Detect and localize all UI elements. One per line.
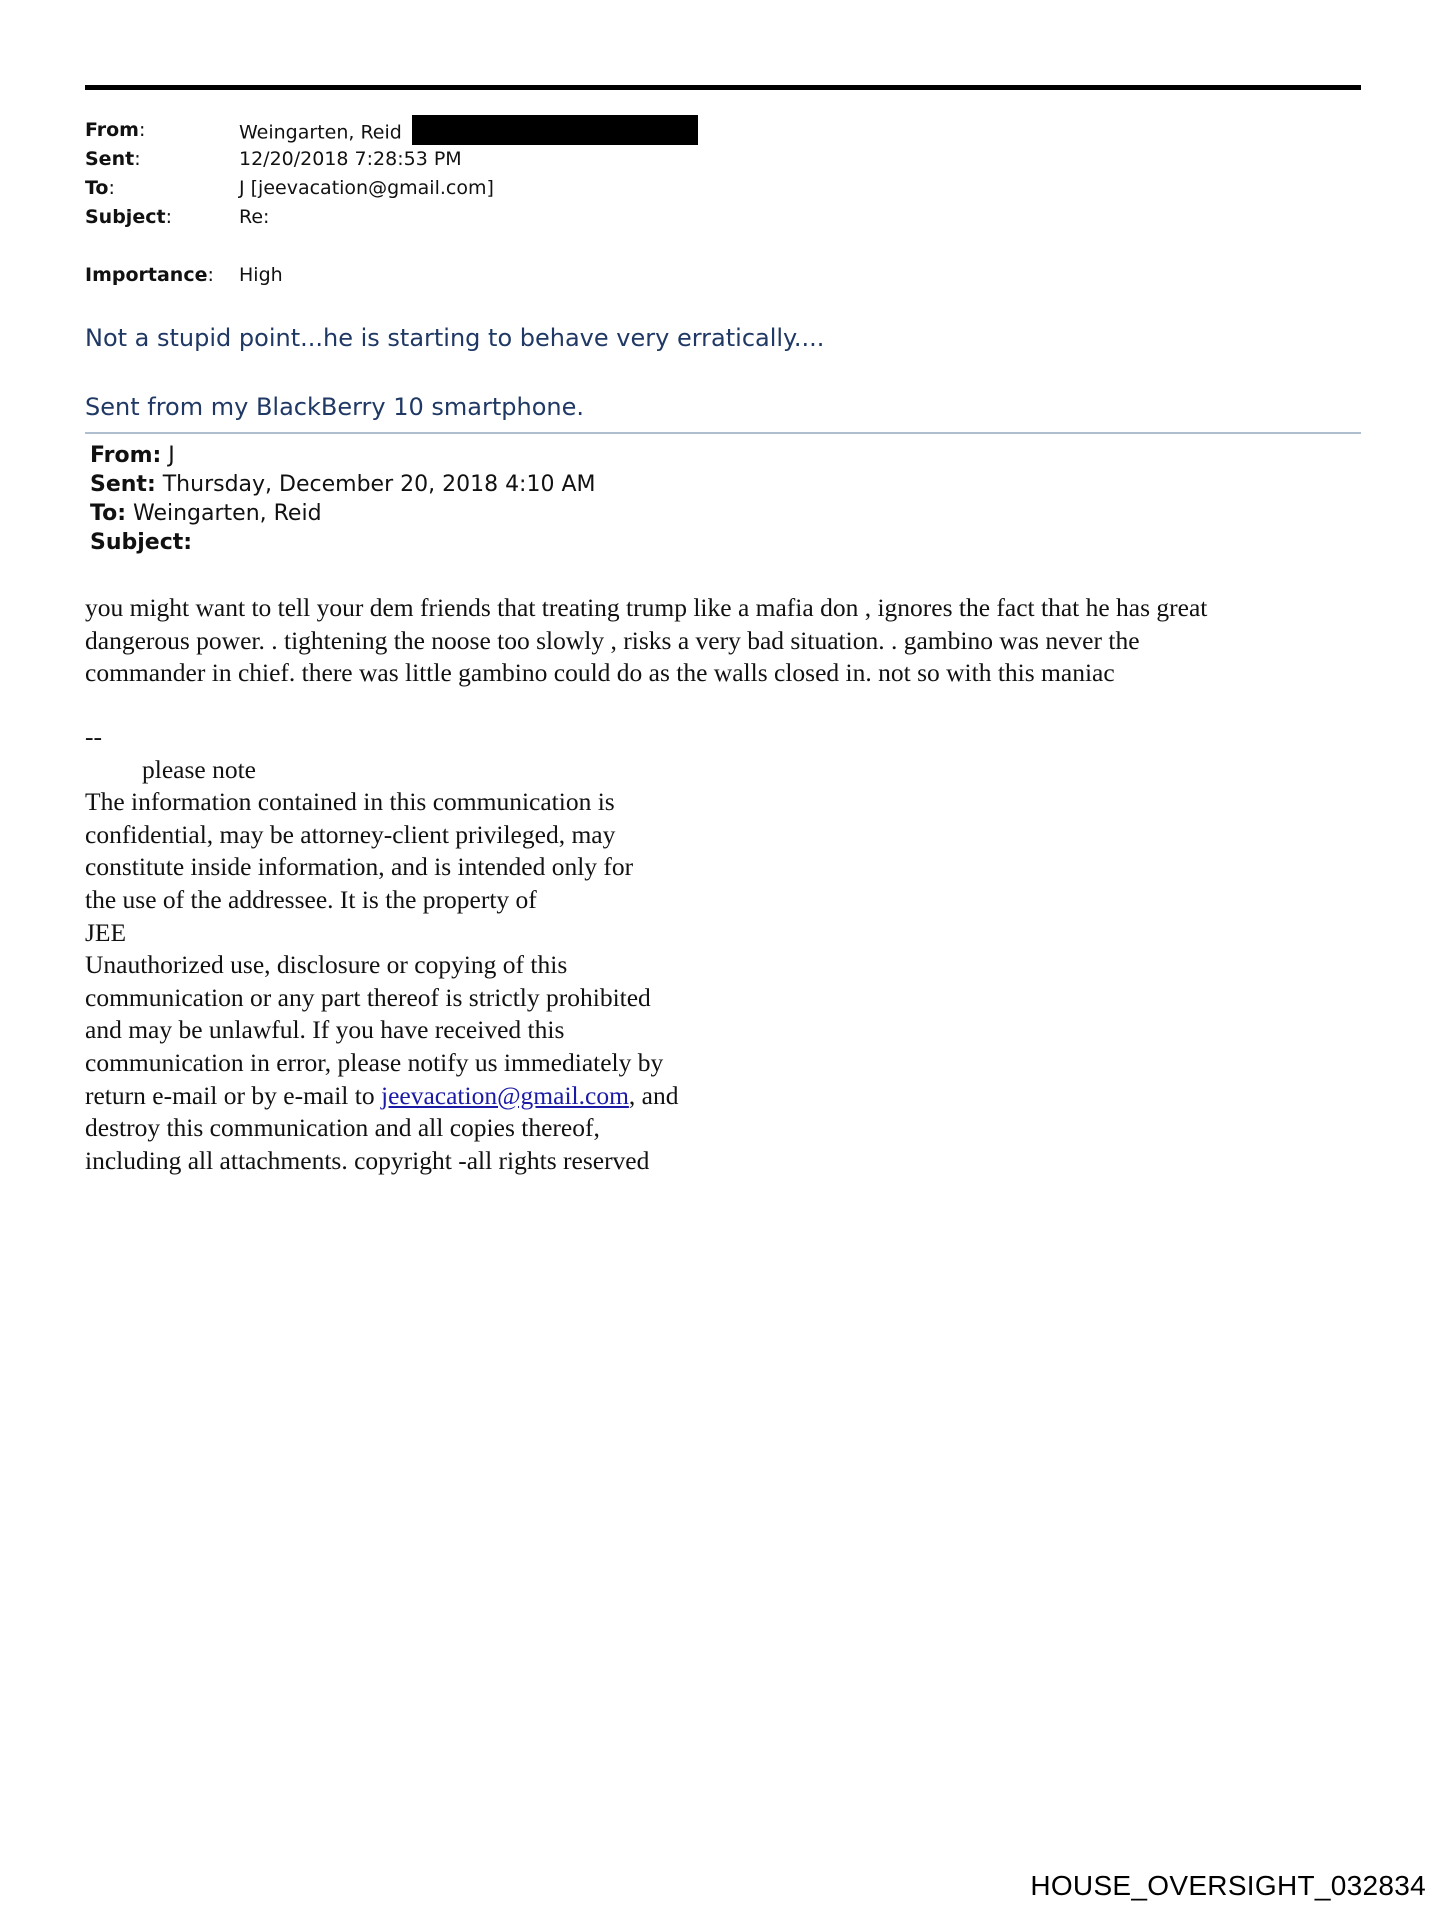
message-body xyxy=(85,592,1375,690)
top-divider xyxy=(85,85,1361,90)
fwd-to-value: Weingarten, Reid xyxy=(126,501,322,526)
disclaimer-line-email: return e-mail or by e-mail to jeevacation@gmail.com, and xyxy=(85,1080,679,1110)
header-importance-label: Importance: xyxy=(85,264,214,286)
fwd-sent-value: Thursday, December 20, 2018 4:10 AM xyxy=(155,472,596,497)
header-to-value: J [jeevacation@gmail.com] xyxy=(239,177,494,199)
reply-message: Not a stupid point...he is starting to behave very erratically.... xyxy=(85,324,825,352)
fwd-to-label: To: xyxy=(90,501,126,526)
disclaimer-line: the use of the addressee. It is the property of xyxy=(85,884,537,914)
disclaimer-line: and may be unlawful. If you have received this xyxy=(85,1015,565,1045)
fwd-from-label: From: xyxy=(90,443,162,468)
reply-signature: Sent from my BlackBerry 10 smartphone. xyxy=(85,393,585,421)
body-line: dangerous power. . tightening the noose too slowly , risks a very bad situation. . gambino was never the xyxy=(85,625,1140,655)
header-from-value: Weingarten, Reid xyxy=(239,118,698,148)
header-sent-value: 12/20/2018 7:28:53 PM xyxy=(239,148,462,170)
disclaimer-line: including all attachments. copyright -all rights reserved xyxy=(85,1145,650,1175)
disclaimer-line: communication in error, please notify us immediately by xyxy=(85,1047,664,1077)
fwd-subject-row xyxy=(90,528,192,557)
disclaimer-line: confidential, may be attorney-client privileged, may xyxy=(85,819,616,849)
please-note: please note xyxy=(142,754,256,784)
fwd-sent-row xyxy=(90,470,596,499)
header-to-label: To: xyxy=(85,177,115,199)
signature-dashes: -- xyxy=(85,722,102,751)
fwd-subject-label: Subject: xyxy=(90,530,193,555)
disclaimer-line: destroy this communication and all copies thereof, xyxy=(85,1113,600,1143)
header-subject-label: Subject: xyxy=(85,206,172,228)
disclaimer-line: Unauthorized use, disclosure or copying of this xyxy=(85,950,568,980)
header-sent-label: Sent: xyxy=(85,148,141,170)
email-link[interactable]: jeevacation@gmail.com xyxy=(380,1080,629,1110)
fwd-sent-label: Sent: xyxy=(90,472,156,497)
disclaimer-block xyxy=(85,721,679,1177)
header-subject-value: Re: xyxy=(239,206,270,228)
redaction-block xyxy=(412,115,698,145)
disclaimer-line: constitute inside information, and is intended only for xyxy=(85,852,634,882)
fwd-from-value: J xyxy=(161,443,175,468)
header-importance-value: High xyxy=(239,264,283,286)
disclaimer-line: communication or any part thereof is strictly prohibited xyxy=(85,982,651,1012)
fwd-to-row xyxy=(90,499,322,528)
fwd-from-row xyxy=(90,441,175,470)
body-line: you might want to tell your dem friends that treating trump like a mafia don , ignores the fact that he has great xyxy=(85,593,1208,622)
disclaimer-line: The information contained in this communication is xyxy=(85,787,615,817)
disclaimer-line: JEE xyxy=(85,917,127,947)
message-divider xyxy=(85,432,1361,434)
header-from-label: From: xyxy=(85,119,146,141)
bates-number: HOUSE_OVERSIGHT_032834 xyxy=(1030,1870,1426,1901)
body-line: commander in chief. there was little gambino could do as the walls closed in. not so with this maniac xyxy=(85,658,1115,687)
